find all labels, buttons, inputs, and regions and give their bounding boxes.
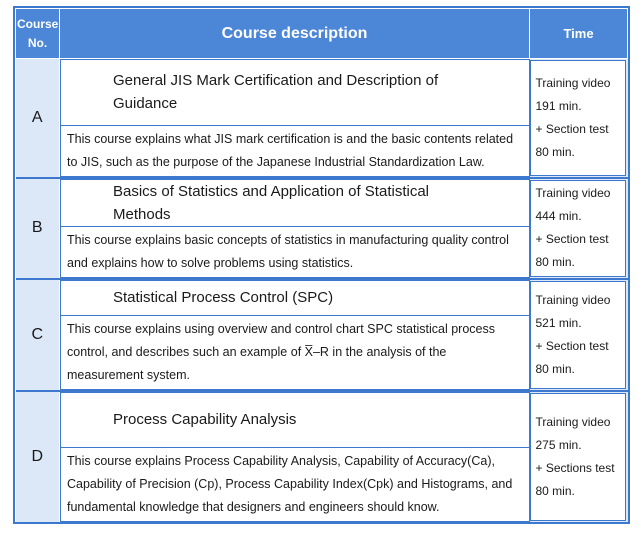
course-description-cell [60, 279, 530, 391]
course-time-line1: Training video [535, 75, 611, 90]
course-time-cell [530, 59, 628, 178]
course-time-line4: 80 min. [535, 255, 575, 269]
course-title [60, 280, 530, 315]
course-time-line1: Training video [535, 292, 611, 307]
course-title-line1: General JIS Mark Certification and Description of [113, 72, 439, 90]
header-course-no [16, 9, 60, 59]
course-title-line1: Process Capability Analysis [113, 411, 297, 429]
course-code: C [16, 279, 60, 391]
course-title [60, 179, 530, 226]
course-description: This course explains basic concepts of statistics in manufacturing quality control and explains how to solve problems using statistics. [60, 226, 530, 278]
course-code: A [16, 59, 60, 178]
course-code: B [16, 178, 60, 279]
course-time-line4: 80 min. [535, 361, 575, 376]
header-course-no-line1: Course [17, 16, 59, 31]
course-table [15, 8, 628, 522]
course-time-line2: 521 min. [535, 315, 582, 330]
course-time-line2: 191 min. [535, 98, 582, 113]
course-table-frame [13, 6, 630, 524]
course-title-line1: Statistical Process Control (SPC) [113, 289, 334, 306]
course-description-cell [60, 391, 530, 523]
course-time-line2: 275 min. [535, 437, 582, 452]
course-description-cell [60, 59, 530, 178]
course-code: D [16, 391, 60, 523]
header-row [16, 9, 628, 59]
header-time: Time [530, 9, 628, 59]
course-title-line2: Methods [113, 205, 171, 223]
header-course-no-line2: No. [27, 35, 48, 50]
course-time-line3: + Sections test [535, 460, 615, 475]
course-time-line3: + Section test [535, 121, 609, 136]
course-time-line3: + Section test [535, 338, 609, 353]
table-row [16, 279, 628, 391]
course-description: This course explains what JIS mark certification is and the basic contents related to JIS, such as the purpose of the Japanese Industrial Standardization Law. [60, 125, 530, 177]
course-description-cell [60, 178, 530, 279]
course-description: This course explains using overview and control chart SPC statistical process control, and describes such an example of X̅–R in the analysis of the measurement system. [60, 315, 530, 390]
course-time-line3: + Section test [535, 232, 609, 246]
course-title-line2: Guidance [113, 95, 178, 113]
course-time-line4: 80 min. [535, 144, 575, 159]
course-time-line1: Training video [535, 414, 611, 429]
table-row [16, 178, 628, 279]
course-title-line1: Basics of Statistics and Application of Statistical [113, 182, 429, 200]
course-time-cell [530, 391, 628, 523]
course-title [60, 392, 530, 448]
course-time-line4: 80 min. [535, 483, 575, 498]
course-title [60, 59, 530, 125]
course-description: This course explains Process Capability Analysis, Capability of Accuracy(Ca), Capability of Precision (Cp), Process Capability Index(Cpk) and Histograms, and fundamental knowledge that designers and engineers should know. [60, 447, 530, 522]
course-time-cell [530, 279, 628, 391]
table-row [16, 391, 628, 523]
course-time-line2: 444 min. [535, 209, 582, 223]
header-description: Course description [60, 9, 530, 59]
course-time-cell [530, 178, 628, 279]
course-time-line1: Training video [535, 186, 611, 200]
table-row [16, 59, 628, 178]
